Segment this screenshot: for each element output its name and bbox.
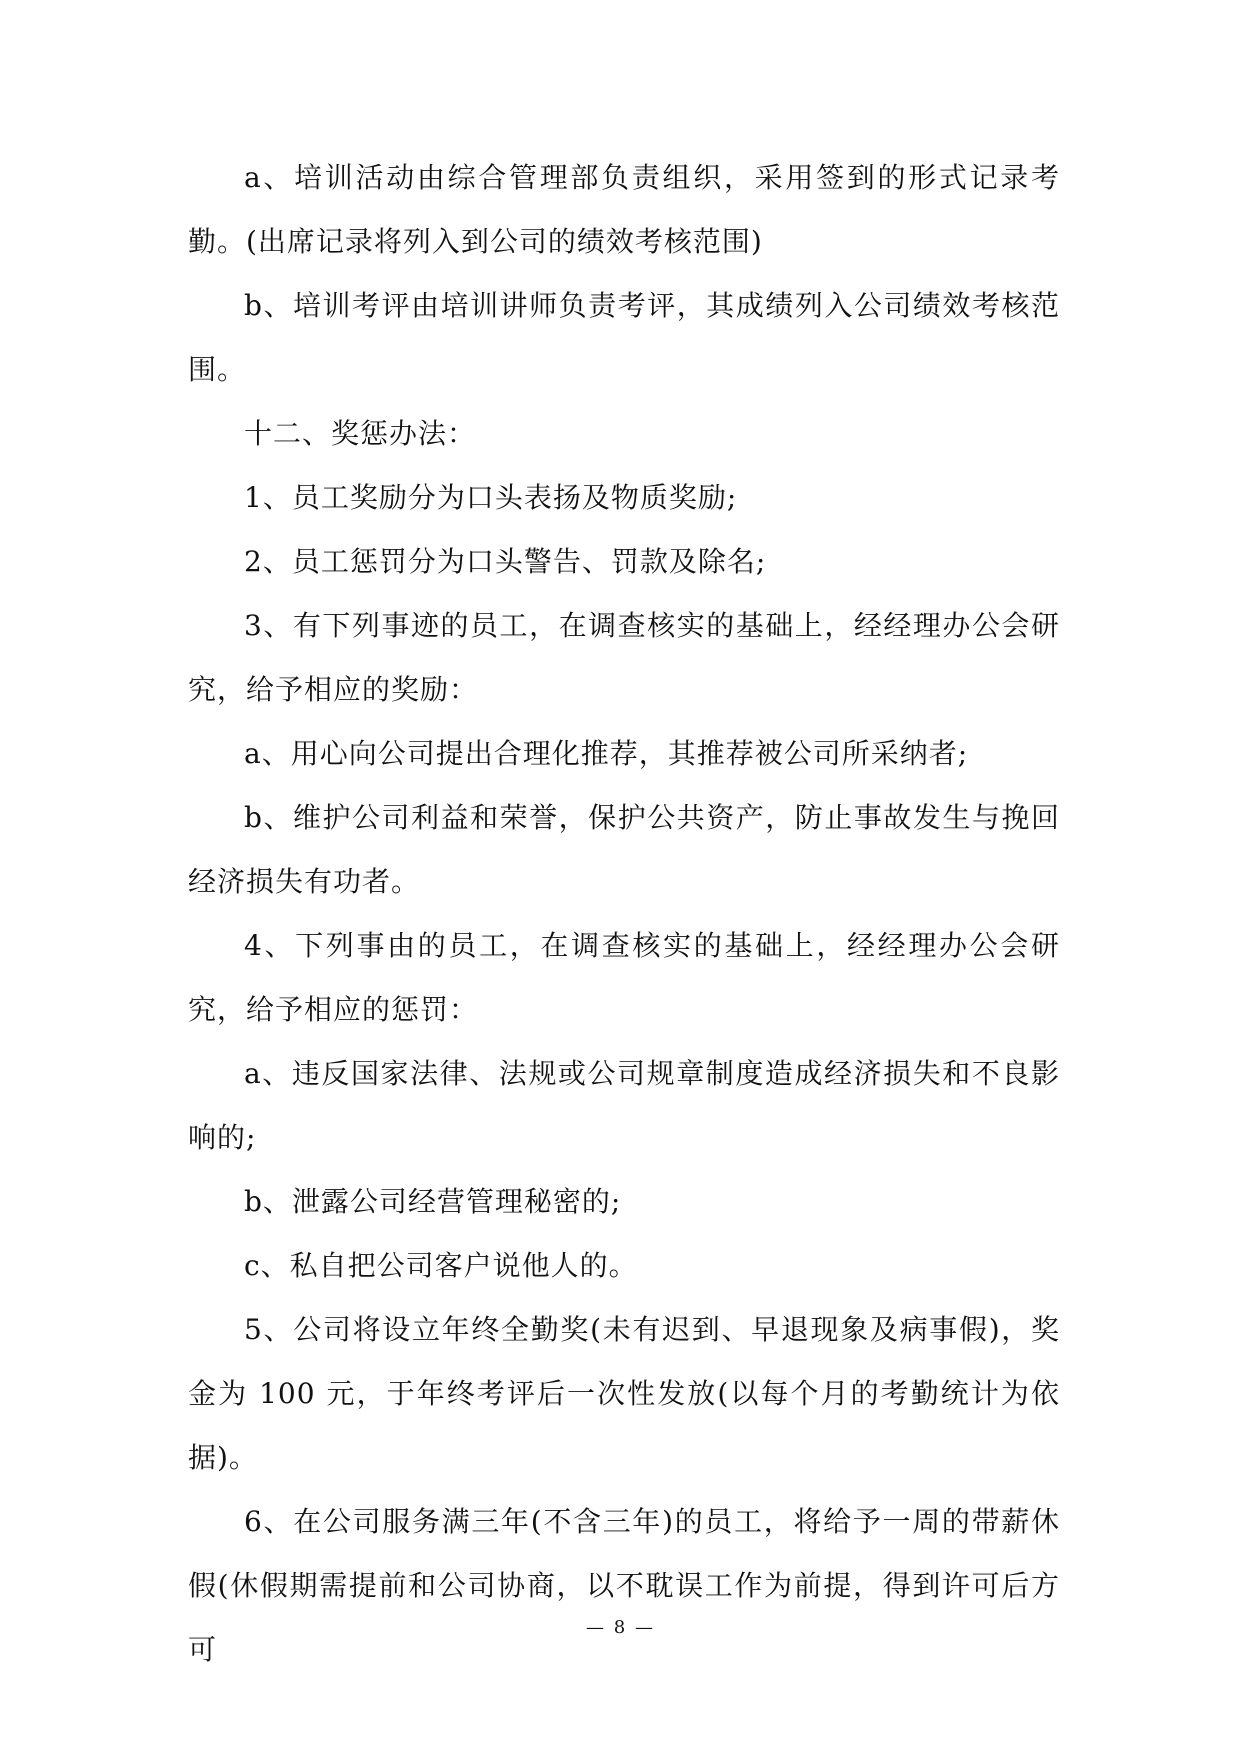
document-body [188, 146, 1060, 1682]
paragraph-attendance-bonus: 5、公司将设立年终全勤奖(未有迟到、早退现象及病事假)，奖金为 100 元，于年终考评后一次性发放(以每个月的考勤统计为依据)。 [188, 1313, 1060, 1474]
section-heading-rewards-penalties: 十二、奖惩办法： [244, 417, 477, 450]
paragraph-reward-conditions: 3、有下列事迹的员工，在调查核实的基础上，经经理办公会研究，给予相应的奖励： [188, 609, 1060, 706]
paragraph-penalty-types: 2、员工惩罚分为口头警告、罚款及除名; [244, 545, 767, 578]
paragraph-training-attendance: a、培训活动由综合管理部负责组织，采用签到的形式记录考勤。(出席记录将列入到公司的绩效考核范围) [188, 161, 1060, 258]
paragraph-reward-suggestion: a、用心向公司提出合理化推荐，其推荐被公司所采纳者; [244, 737, 969, 770]
paragraph-penalty-law-violation: a、违反国家法律、法规或公司规章制度造成经济损失和不良影响的; [188, 1057, 1060, 1154]
paragraph-penalty-secret-leak: b、泄露公司经营管理秘密的; [244, 1185, 622, 1218]
page-number: — 8 — [586, 1617, 655, 1638]
paragraph-reward-protection: b、维护公司利益和荣誉，保护公共资产，防止事故发生与挽回经济损失有功者。 [188, 801, 1060, 898]
paragraph-paid-leave: 6、在公司服务满三年(不含三年)的员工，将给予一周的带薪休假(休假期需提前和公司协商，以不耽误工作为前提，得到许可后方可 [188, 1505, 1060, 1666]
paragraph-training-evaluation: b、培训考评由培训讲师负责考评，其成绩列入公司绩效考核范围。 [188, 289, 1060, 386]
paragraph-penalty-conditions: 4、下列事由的员工，在调查核实的基础上，经经理办公会研究，给予相应的惩罚： [188, 929, 1060, 1026]
paragraph-penalty-client-transfer: c、私自把公司客户说他人的。 [244, 1249, 638, 1282]
paragraph-rewards-types: 1、员工奖励分为口头表扬及物质奖励; [244, 481, 738, 514]
